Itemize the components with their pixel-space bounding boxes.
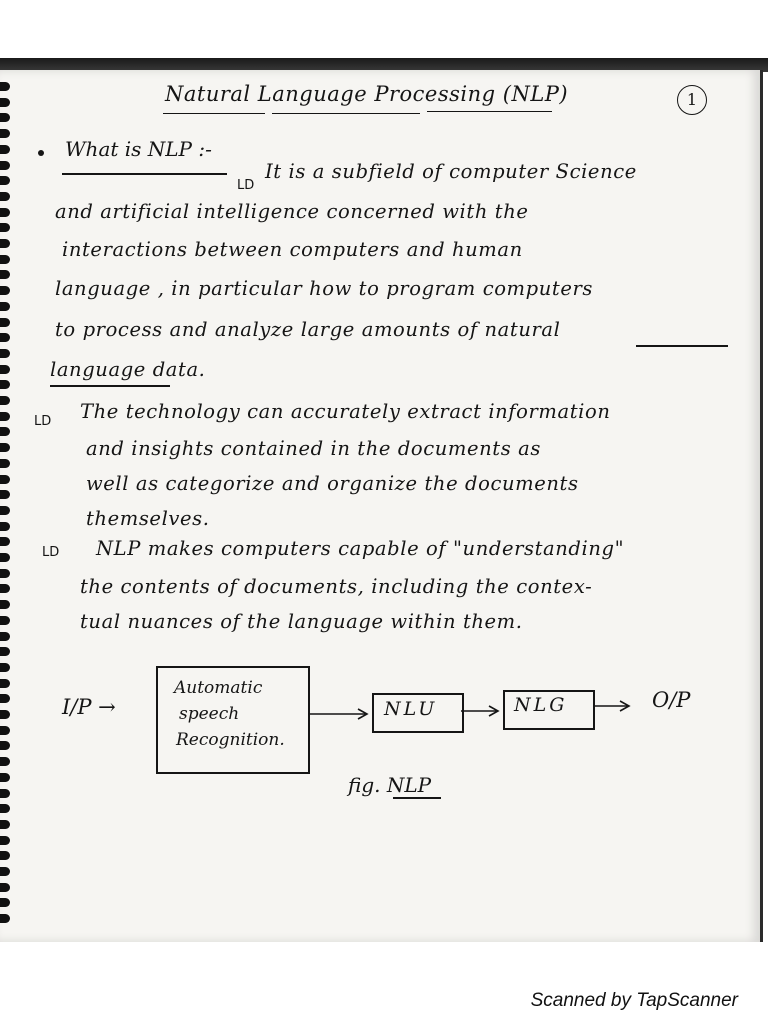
asr-box-line: Recognition. xyxy=(176,730,285,750)
text-line: tual nuances of the language within them. xyxy=(80,610,523,633)
figure-caption: fig. NLP xyxy=(348,773,432,797)
text-line: language , in particular how to program computers xyxy=(55,277,593,300)
text-line: language data. xyxy=(50,358,206,381)
asr-box-line: speech xyxy=(179,704,240,724)
text-line: and insights contained in the documents as xyxy=(86,437,541,460)
text-line: well as categorize and organize the documents xyxy=(86,472,579,495)
text-line: and artificial intelligence concerned with the xyxy=(55,200,529,223)
caption-underline xyxy=(393,797,441,799)
text-line: interactions between computers and human xyxy=(62,238,523,261)
asr-box-line: Automatic xyxy=(174,678,263,698)
page-title: Natural Language Processing (NLP) xyxy=(165,82,569,106)
arrow-marker-icon: LD xyxy=(237,178,255,193)
input-label: I/P → xyxy=(62,695,116,719)
page-number: 1 xyxy=(677,85,707,115)
text-line: the contents of documents, including the contex- xyxy=(80,575,593,598)
arrow-marker-icon: LD xyxy=(42,545,60,560)
output-label: O/P xyxy=(652,688,691,712)
nlg-box-label: NLG xyxy=(514,694,568,716)
arrow-marker-icon: LD xyxy=(34,414,52,429)
text-line: themselves. xyxy=(86,507,210,530)
scanner-watermark: Scanned by TapScanner xyxy=(530,990,738,1011)
section-heading: What is NLP :- xyxy=(65,137,212,161)
text-line: The technology can accurately extract information xyxy=(80,400,611,423)
text-line: It is a subfield of computer Science xyxy=(265,160,637,183)
text-line: NLP makes computers capable of "understanding" xyxy=(96,537,625,560)
text-line: to process and analyze large amounts of natural xyxy=(55,318,561,341)
nlu-box-label: NLU xyxy=(384,698,438,720)
